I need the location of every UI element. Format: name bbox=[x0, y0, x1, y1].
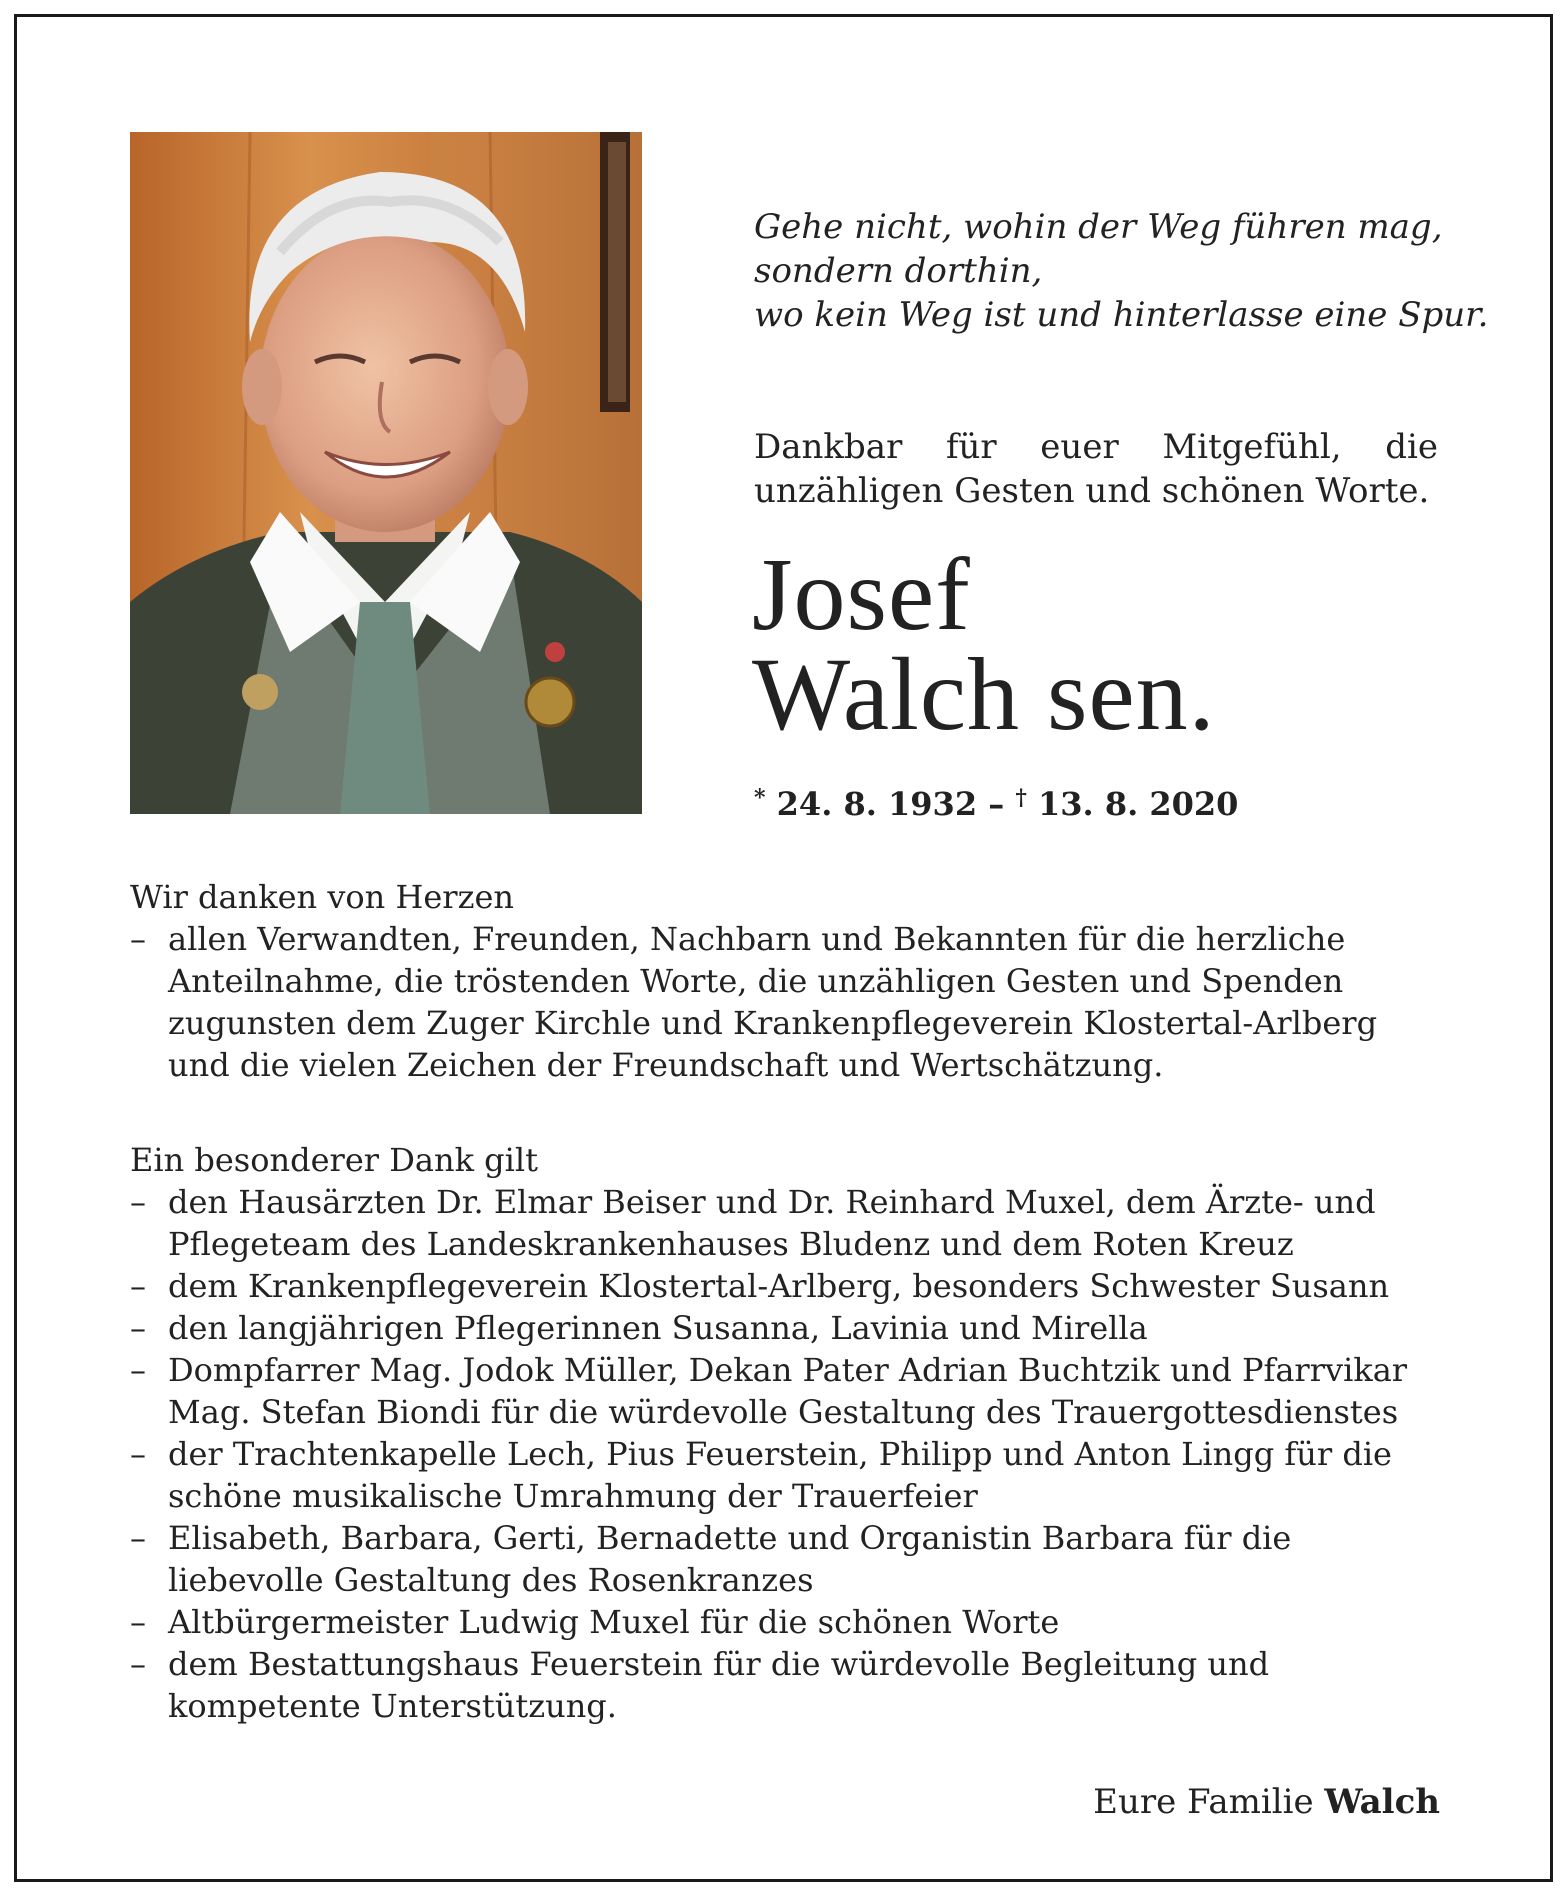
quote-line: wo kein Weg ist und hinterlasse eine Spur. bbox=[754, 295, 1489, 335]
list-item: – Altbürgermeister Ludwig Muxel für die schönen Worte bbox=[130, 1601, 1438, 1643]
section-title: Wir danken von Herzen bbox=[130, 878, 514, 916]
death-date: 13. 8. 2020 bbox=[1038, 785, 1239, 823]
list-item: – dem Bestattungshaus Feuerstein für die würdevolle Begleitung und kompetente Unterstützung. bbox=[130, 1643, 1438, 1727]
signature bbox=[1093, 1780, 1440, 1824]
thanks-list bbox=[130, 918, 1438, 1086]
list-item: – Elisabeth, Barbara, Gerti, Bernadette und Organistin Barbara für die liebevolle Gestaltung des Rosenkranzes bbox=[130, 1517, 1438, 1601]
quote-line: sondern dorthin, bbox=[754, 251, 1043, 291]
list-item: – den Hausärzten Dr. Elmar Beiser und Dr. Reinhard Muxel, dem Ärzte- und Pflegeteam des Landeskrankenhauses Bludenz und dem Roten Kreuz bbox=[130, 1181, 1438, 1265]
thanks-section bbox=[130, 876, 1438, 1086]
first-name: Josef bbox=[752, 537, 971, 652]
quote-line: Gehe nicht, wohin der Weg führen mag, bbox=[754, 207, 1443, 247]
intro-text: Dankbar für euer Mitgefühl, die unzähligen Gesten und schönen Worte. bbox=[754, 427, 1438, 511]
special-thanks-list bbox=[130, 1181, 1438, 1727]
life-dates bbox=[754, 778, 1238, 824]
portrait-photo bbox=[130, 132, 642, 814]
list-item: – der Trachtenkapelle Lech, Pius Feuerstein, Philipp und Anton Lingg für die schöne musikalische Umrahmung der Trauerfeier bbox=[130, 1433, 1438, 1517]
deceased-name bbox=[752, 537, 1216, 752]
quote-block bbox=[754, 205, 1489, 337]
birth-date: 24. 8. 1932 bbox=[776, 785, 978, 823]
birth-symbol: * bbox=[754, 785, 766, 811]
list-item: – dem Krankenpflegeverein Klostertal-Arlberg, besonders Schwester Susann bbox=[130, 1265, 1438, 1307]
section-title: Ein besonderer Dank gilt bbox=[130, 1141, 538, 1179]
death-symbol: † bbox=[1015, 785, 1027, 811]
special-thanks-section bbox=[130, 1139, 1438, 1727]
date-separator: – bbox=[977, 785, 1016, 823]
list-item: – allen Verwandten, Freunden, Nachbarn und Bekannten für die herzliche Anteilnahme, die tröstenden Worte, die unzähligen Gesten und Spenden zugunsten dem Zuger Kirchle und Krankenpflegeverein Klostertal-Arlberg und die vielen Zeichen der Freundschaft und Wertschätzung. bbox=[130, 918, 1438, 1086]
family-name: Walch bbox=[1324, 1782, 1440, 1822]
last-name: Walch sen. bbox=[752, 637, 1216, 752]
signature-prefix: Eure Familie bbox=[1093, 1782, 1314, 1822]
list-item: – Dompfarrer Mag. Jodok Müller, Dekan Pater Adrian Buchtzik und Pfarrvikar Mag. Stefan Biondi für die würdevolle Gestaltung des Trauergottesdienstes bbox=[130, 1349, 1438, 1433]
list-item: – den langjährigen Pflegerinnen Susanna, Lavinia und Mirella bbox=[130, 1307, 1438, 1349]
portrait-photo-icon bbox=[130, 132, 642, 814]
